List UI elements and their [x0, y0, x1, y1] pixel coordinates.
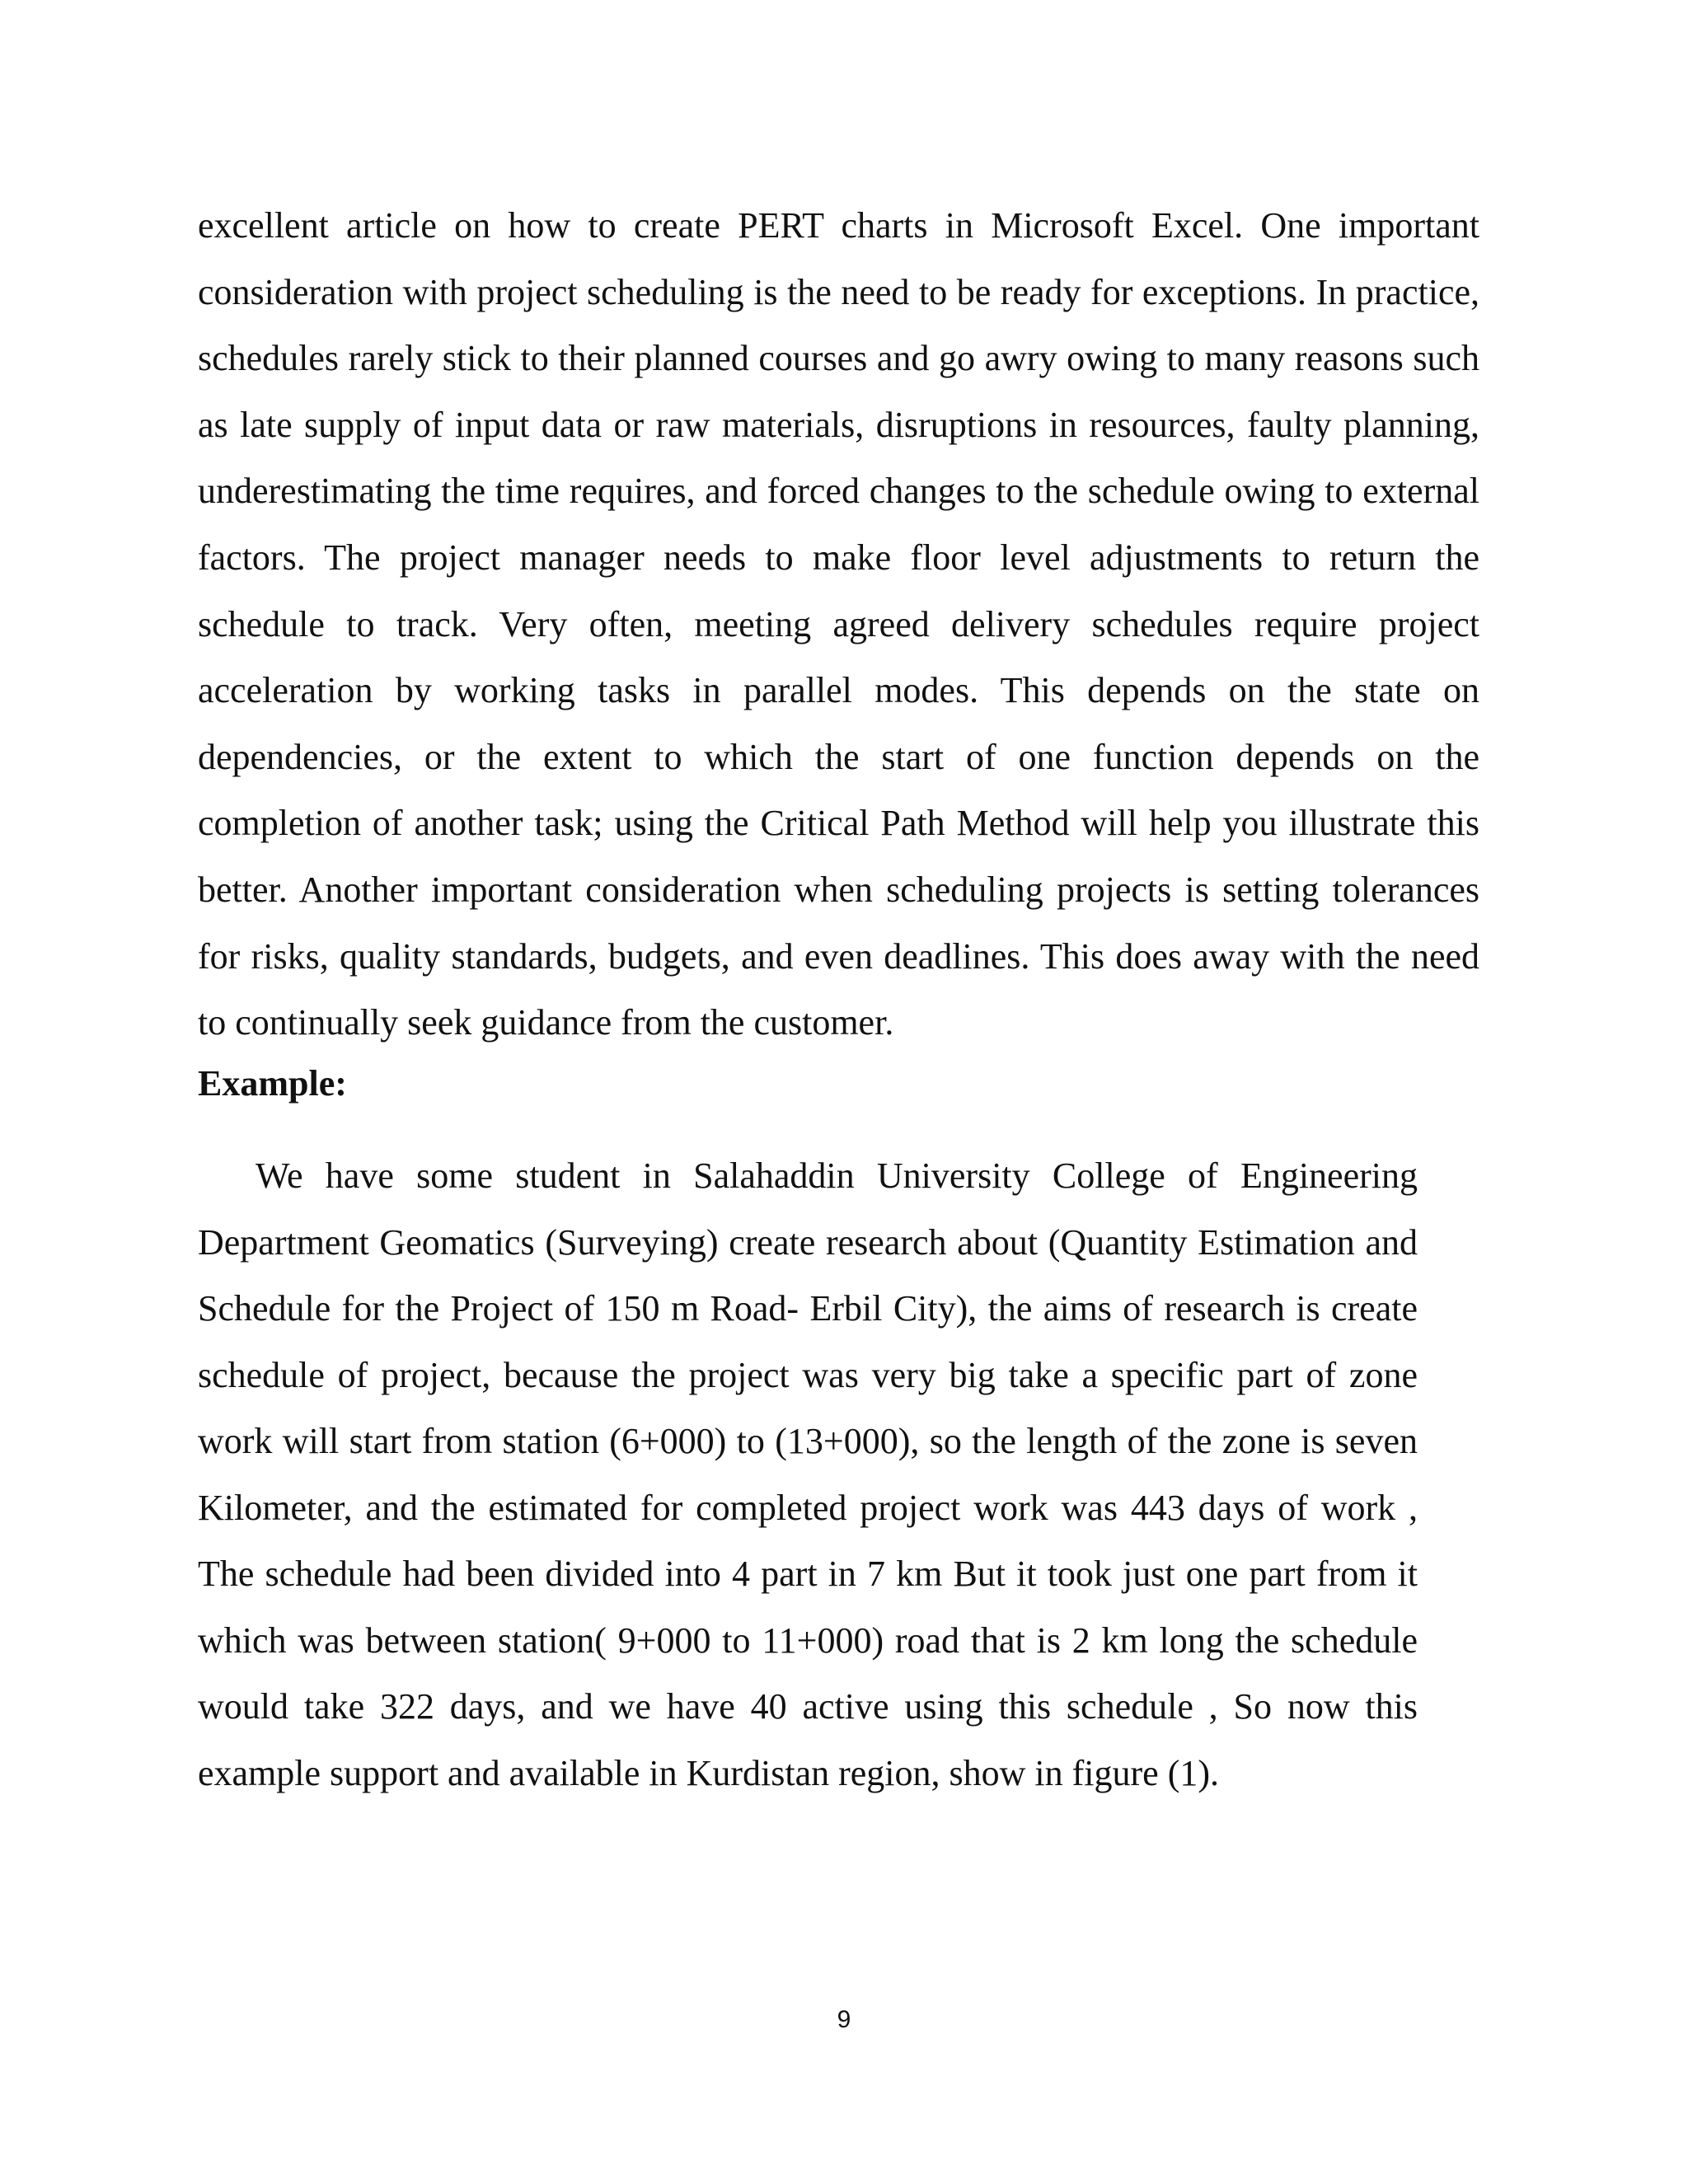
- example-heading: Example:: [198, 1063, 347, 1104]
- body-paragraph-1: excellent article on how to create PERT charts in Microsoft Excel. One important consideration with project scheduling is the need to be ready for exceptions. In practice, schedules rarely stick to their planned courses and go awry owing to many reasons such as late supply of input data or raw materials, disruptions in resources, faulty planning, underestimating the time requires, and forced changes to the schedule owing to external factors. The project manager needs to make floor level adjustments to return the schedule to track. Very often, meeting agreed delivery schedules require project acceleration by working tasks in parallel modes. This depends on the state on dependencies, or the extent to which the start of one function depends on the completion of another task; using the Critical Path Method will help you illustrate this better. Another important consideration when scheduling projects is setting tolerances for risks, quality standards, budgets, and even deadlines. This does away with the need to continually seek guidance from the customer.: [198, 205, 1479, 1043]
- page-number: 9: [837, 2006, 851, 2033]
- body-paragraph-2: We have some student in Salahaddin University College of Engineering Department Geomatics (Surveying) create research about (Quantity Estimation and Schedule for the Project of 150 m Road- Erbil City), the aims of research is create schedule of project, because the project was very big take a specific part of zone work will start from station (6+000) to (13+000), so the length of the zone is seven Kilometer, and the estimated for completed project work was 443 days of work , The schedule had been divided into 4 part in 7 km But it took just one part from it which was between station( 9+000 to 11+000) road that is 2 km long the schedule would take 322 days, and we have 40 active using this schedule , So now this example support and available in Kurdistan region, show in figure (1).: [198, 1155, 1418, 1793]
